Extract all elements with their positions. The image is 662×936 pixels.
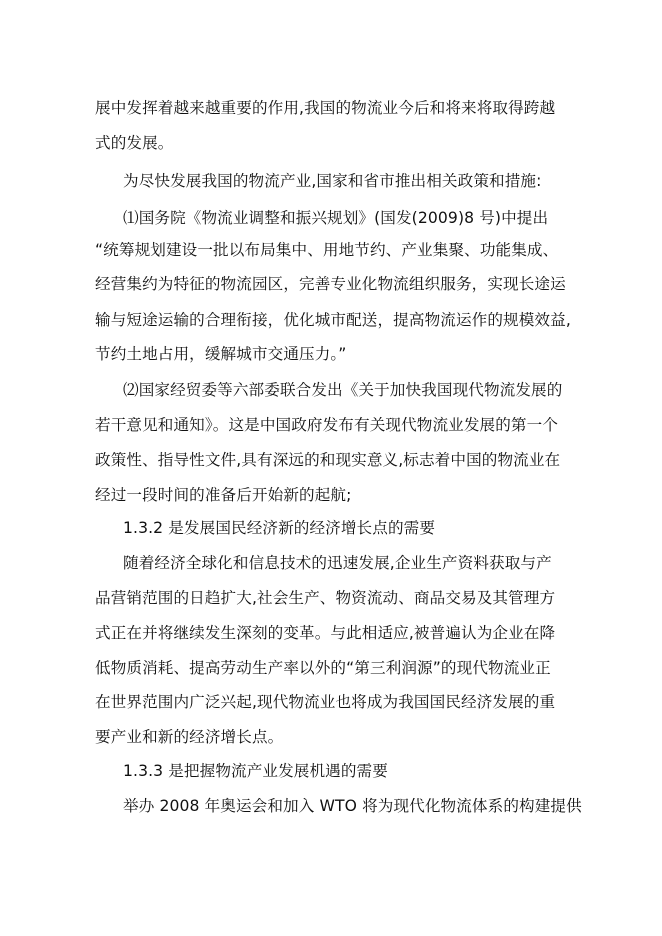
body-line: 节约土地占用，缓解城市交通压力。” <box>95 345 347 363</box>
paragraph-first-line: ⑴国务院《物流业调整和振兴规划》(国发(2009)8 号)中提出 <box>123 209 549 227</box>
body-line: 在世界范围内广泛兴起,现代物流业也将成为我国国民经济发展的重 <box>95 693 556 711</box>
body-line: 展中发挥着越来越重要的作用,我国的物流业今后和将来将取得跨越 <box>95 99 556 117</box>
body-line: 经营集约为特征的物流园区，完善专业化物流组织服务，实现长途运 <box>95 275 566 293</box>
body-line: 输与短途运输的合理衔接，优化城市配送，提高物流运作的规模效益, <box>95 311 571 329</box>
paragraph-first-line: 举办 2008 年奥运会和加入 WTO 将为现代化物流体系的构建提供 <box>123 797 582 815</box>
body-line: 要产业和新的经济增长点。 <box>95 728 284 746</box>
section-heading: 1.3.2 是发展国民经济新的经济增长点的需要 <box>123 519 436 537</box>
paragraph-first-line: 随着经济全球化和信息技术的迅速发展,企业生产资料获取与产 <box>123 554 552 572</box>
section-heading: 1.3.3 是把握物流产业发展机遇的需要 <box>123 762 388 780</box>
body-line: 经过一段时间的准备后开始新的起航; <box>95 486 352 504</box>
body-line: 若干意见和通知》。这是中国政府发布有关现代物流业发展的第一个 <box>95 416 559 434</box>
body-line: 式正在并将继续发生深刻的变革。与此相适应,被普遍认为企业在降 <box>95 624 556 642</box>
body-line: 式的发展。 <box>95 134 174 152</box>
paragraph-first-line: ⑵国家经贸委等六部委联合发出《关于加快我国现代物流发展的 <box>123 381 563 399</box>
body-line: “统筹规划建设一批以布局集中、用地节约、产业集聚、功能集成、 <box>95 241 559 259</box>
body-line: 政策性、指导性文件,具有深远的和现实意义,标志着中国的物流业在 <box>95 451 561 469</box>
paragraph-first-line: 为尽快发展我国的物流产业,国家和省市推出相关政策和措施: <box>123 172 542 190</box>
body-line: 低物质消耗、提高劳动生产率以外的“第三利润源”的现代物流业正 <box>95 659 551 677</box>
body-line: 品营销范围的日趋扩大,社会生产、物资流动、商品交易及其管理方 <box>95 589 556 607</box>
